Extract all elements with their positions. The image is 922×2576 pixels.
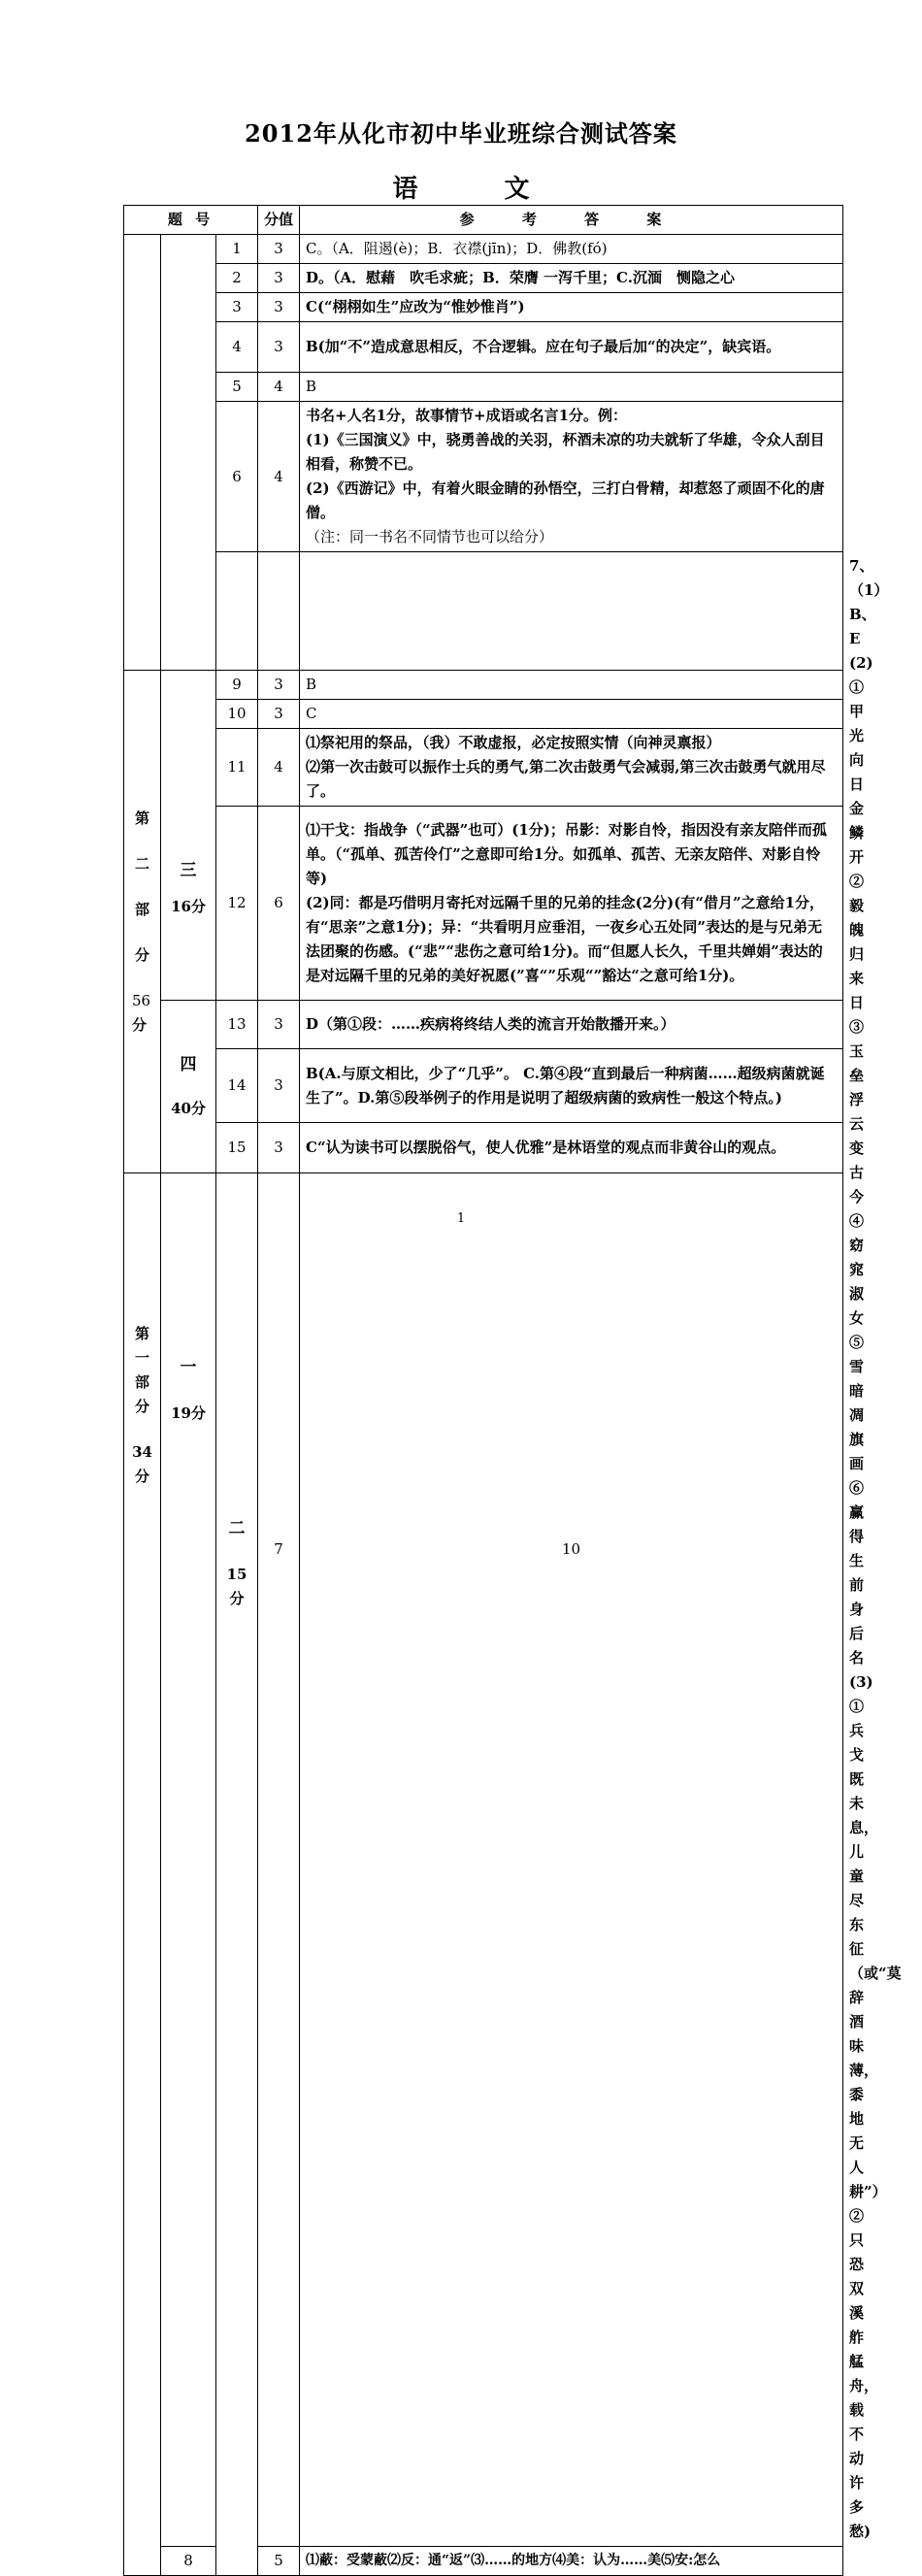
question-number: 10 xyxy=(216,700,258,729)
table-row xyxy=(124,1001,843,1049)
answer-text: B xyxy=(300,671,843,700)
question-score: 6 xyxy=(258,807,300,1001)
question-number: 5 xyxy=(216,373,258,402)
question-number: 9 xyxy=(216,671,258,700)
header-answer: 参 考 答 案 xyxy=(300,206,843,235)
answer-text: C(“栩栩如生”应改为“惟妙惟肖”) xyxy=(300,293,843,322)
question-number: 4 xyxy=(216,322,258,373)
question-score: 4 xyxy=(258,729,300,807)
table-row xyxy=(124,293,843,322)
answer-text: ⑴祭祀用的祭品，（我）不敢虚报，必定按照实情（向神灵禀报） ⑵第一次击鼓可以振作士兵的勇气,第二次击鼓勇气会减弱,第三次击鼓勇气就用尽了。 xyxy=(300,729,843,807)
question-number: 11 xyxy=(216,729,258,807)
group-one-label: 一 19分 xyxy=(161,235,216,2547)
answer-text: ⑴干戈：指战争（“武器”也可）(1分)；吊影：对影自怜，指因没有亲友陪伴而孤单。（“孤单、孤苦伶仃”之意即可给1分。如孤单、孤苦、无亲友陪伴、对影自怜等) (2)同：都是巧借明月寄托对远隔千里的兄弟的挂念(2分)(有“借月”之意给1分，有“思亲”之意1分)；异：“共看明月应垂泪，一夜乡心五处同”表达的是与兄弟无法团聚的伤感。(“悲”“悲伤之意可给1分)。而“但愿人长久，千里共婵娟”表达的是对远隔千里的兄弟的美好祝愿(”喜“”乐观“”豁达“之意可给1分)。 xyxy=(300,807,843,1001)
table-row xyxy=(124,235,843,264)
question-number: 14 xyxy=(216,1049,258,1123)
table-header-row xyxy=(124,206,843,235)
question-number: 15 xyxy=(216,1123,258,1173)
table-row xyxy=(124,264,843,293)
question-score: 4 xyxy=(258,373,300,402)
table-row xyxy=(124,671,843,700)
answer-text: B xyxy=(300,373,843,402)
question-score: 3 xyxy=(258,1123,300,1173)
question-number: 6 xyxy=(216,402,258,552)
table-row xyxy=(124,1123,843,1173)
question-score: 3 xyxy=(258,700,300,729)
table-row xyxy=(124,322,843,373)
group-two-label: 二 15分 xyxy=(216,552,258,2576)
answer-text: D。（A．慰藉 吹毛求疵；B．荣膺 一泻千里；C.沉湎 恻隐之心 xyxy=(300,264,843,293)
answer-text: ⑴蔽：受蒙蔽⑵反：通“返”⑶……的地方⑷美：认为……美⑸安:怎么 xyxy=(300,2547,843,2576)
answer-text: C xyxy=(300,700,843,729)
part-two-label: 第 二 部 分 56 分 xyxy=(124,671,161,1173)
page-number: 1 xyxy=(456,1211,466,1226)
question-score: 3 xyxy=(258,322,300,373)
subject-title: 语 文 xyxy=(392,175,569,204)
table-row xyxy=(124,373,843,402)
table-row xyxy=(124,1049,843,1123)
question-number: 7 xyxy=(258,552,300,2547)
question-score: 3 xyxy=(258,235,300,264)
group-four-label: 四 40分 xyxy=(161,1001,216,1173)
answer-text: C。（A．阻遏(è)；B．衣襟(jīn)；D．佛教(fó) xyxy=(300,235,843,264)
question-score: 4 xyxy=(258,402,300,552)
table-row xyxy=(124,402,843,552)
answer-text: B(加“不”造成意思相反，不合逻辑。应在句子最后加“的决定”，缺宾语。 xyxy=(300,322,843,373)
table-row xyxy=(124,700,843,729)
question-score: 3 xyxy=(258,1001,300,1049)
question-number: 8 xyxy=(161,2547,216,2576)
question-score: 3 xyxy=(258,671,300,700)
answer-table xyxy=(123,205,902,2576)
question-number: 3 xyxy=(216,293,258,322)
question-score: 10 xyxy=(300,552,843,2547)
table-row xyxy=(124,807,843,1001)
header-question-number: 题 号 xyxy=(124,206,258,235)
question-score: 3 xyxy=(258,293,300,322)
question-number: 12 xyxy=(216,807,258,1001)
part-one-label: 第 一 部 分 34 分 xyxy=(124,235,161,2576)
question-score: 5 xyxy=(258,2547,300,2576)
question-number: 13 xyxy=(216,1001,258,1049)
answer-text: C“认为读书可以摆脱俗气，使人优雅”是林语堂的观点而非黄谷山的观点。 xyxy=(300,1123,843,1173)
answer-text: 书名+人名1分，故事情节+成语或名言1分。例： (1)《三国演义》中，骁勇善战的关羽，杯酒未凉的功夫就斩了华雄，令众人刮目相看，称赞不已。 (2)《西游记》中，有着火眼金睛的孙悟空，三打白骨精，却惹怒了顽固不化的唐僧。 （注：同一书名不同情节也可以给分） xyxy=(300,402,843,552)
header-score: 分值 xyxy=(258,206,300,235)
answer-text: B(A.与原文相比，少了“几乎”。 C.第④段“直到最后一种病菌……超级病菌就诞生了”。D.第⑤段举例子的作用是说明了超级病菌的致病性一般这个特点。) xyxy=(300,1049,843,1123)
answer-table-part-two xyxy=(123,670,843,1173)
question-score: 3 xyxy=(258,1049,300,1123)
group-three-label: 三 16分 xyxy=(161,671,216,1001)
answer-text: D（第①段：……疾病将终结人类的流言开始散播开来。） xyxy=(300,1001,843,1049)
table-row: 二 15分 7 10 7、（1）B、E (2)①甲光向日金鳞开②毅魄归来日③玉垒浮云变古今④窈窕淑女⑤雪暗凋旗画⑥赢得生前身后名 (3)①兵戈既未息，儿童尽东征（或“莫辞酒味薄，黍地无人耕”）②只恐双溪舴艋舟，载不动许多愁) xyxy=(124,552,843,2547)
question-number: 2 xyxy=(216,264,258,293)
document-title: 2012年从化市初中毕业班综合测试答案 xyxy=(245,119,677,148)
question-number: 1 xyxy=(216,235,258,264)
table-row xyxy=(124,729,843,807)
question-score: 3 xyxy=(258,264,300,293)
